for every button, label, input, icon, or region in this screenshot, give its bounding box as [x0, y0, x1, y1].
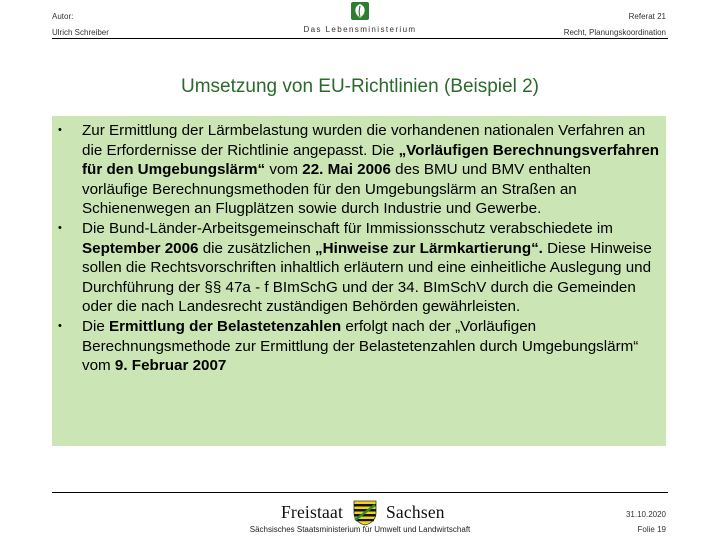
bullet-text: des BMU und BMV enthalten vorläufige Berechnungsmethoden für den Umgebungslärm an Straßen an Schienenwegen an Flugplätzen sowie durch Industrie und Gewerbe.: [82, 161, 591, 218]
bullet-dot: •: [58, 319, 62, 332]
bullet-text: Zur Ermittlung der Lärmbelastung wurden die vorhandenen nationalen Verfahren an die Erfordernisse der Richtlinie angepasst. Die: [82, 122, 646, 159]
bullet-text: Die: [82, 317, 110, 335]
department-topic: Recht, Planungskoordination: [563, 28, 666, 37]
bullet-list: [52, 121, 666, 376]
bullet-text: vom: [265, 161, 303, 179]
author-label: Autor:: [52, 12, 74, 21]
footer-date: 31.10.2020: [625, 510, 666, 519]
department: Referat 21: [628, 12, 666, 21]
footer-brand-right: Sachsen: [386, 502, 445, 522]
footer-divider: [52, 492, 668, 493]
bullet-dot: •: [58, 221, 62, 234]
bullet-bold-text: September 2006: [82, 239, 199, 257]
header-divider: [52, 38, 668, 39]
bullet-text: Diese Hinweise sollen die Rechtsvorschriften inhaltlich erläutern und eine einheitliche Auslegung und Durchführung der §§ 47a - f BImSchG und der 34. BImSchV durch die Gemeinden oder die nach Landesrecht zuständigen Behörden gewährleisten.: [82, 239, 652, 316]
bullet-bold-text: „Hinweise zur Lärmkartierung“.: [315, 239, 543, 257]
bullet-bold-text: 22. Mai 2006: [302, 161, 391, 179]
bullet-bold-text: „Vorläufigen Berechnungsverfahren für den Umgebungslärm“: [82, 141, 660, 179]
bullet-bold-text: Ermittlung der Belastetenzahlen: [109, 317, 342, 335]
footer-ministry: Sächsisches Staatsministerium für Umwelt und Landwirtschaft: [249, 525, 471, 534]
bullet-item: [52, 121, 666, 219]
lebensministerium-logo-icon: [351, 2, 369, 20]
footer-page-number: Folie 19: [637, 525, 666, 534]
bullet-dot: •: [58, 124, 62, 136]
saxony-coat-of-arms-icon: [352, 499, 378, 526]
bullet-text: Die Bund-Länder-Arbeitsgemeinschaft für Immissionsschutz verabschiedete im: [82, 219, 613, 237]
bullet-item: [52, 219, 666, 317]
bullet-text: die zusätzlichen: [198, 239, 316, 257]
content-box: [52, 116, 666, 446]
ministry-name: Das Lebensministerium: [303, 25, 417, 34]
bullet-item: [52, 317, 666, 376]
bullet-bold-text: 9. Februar 2007: [114, 357, 227, 375]
bullet-text: erfolgt nach der „Vorläufigen Berechnungsmethode zur Ermittlung der Belastetenzahlen durch Umgebungslärm“ vom: [82, 317, 639, 375]
author-name: Ulrich Schreiber: [52, 28, 109, 37]
footer-brand-left: Freistaat: [281, 502, 344, 522]
slide-title: Umsetzung von EU-Richtlinien (Beispiel 2): [181, 76, 539, 97]
